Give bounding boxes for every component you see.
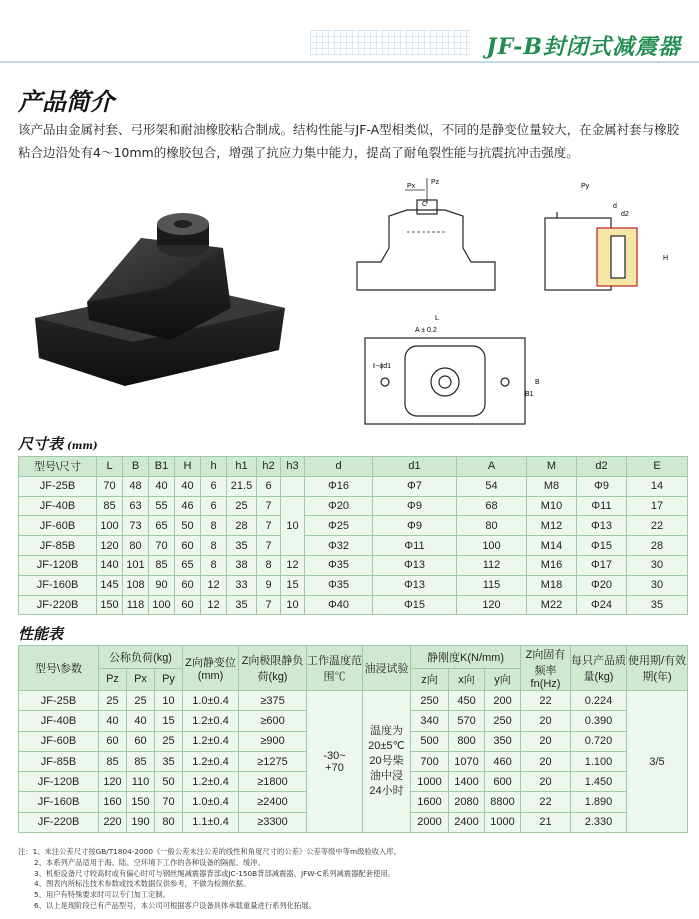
cell-e: 35 (627, 595, 688, 615)
table-row (19, 595, 688, 615)
cell-h1: 25 (227, 496, 257, 516)
header-load: 公称负荷(kg) (99, 646, 183, 669)
cell-ky: 600 (485, 772, 521, 792)
cell-kz: 700 (411, 751, 449, 771)
cell-mass: 0.720 (571, 731, 627, 751)
cell-freq: 20 (521, 751, 571, 771)
cell-d: Φ40 (305, 595, 373, 615)
table-row (19, 691, 688, 711)
cell-d2: Φ13 (577, 516, 627, 536)
cell-zlimit: ≥1275 (239, 751, 307, 771)
cell-kx: 1400 (449, 772, 485, 792)
col-header: M (527, 457, 577, 477)
col-header: 型号\尺寸 (19, 457, 97, 477)
d2-label: d2 (621, 211, 629, 218)
dimensions-heading-text: 尺寸表 (18, 435, 64, 453)
boss-hole (174, 220, 192, 228)
header-life: 使用期/有效期(年) (627, 646, 688, 691)
b1-label: B1 (525, 391, 534, 398)
cell-mass: 2.330 (571, 812, 627, 832)
b-label: B (535, 379, 540, 386)
cell-zlimit: ≥375 (239, 691, 307, 711)
cell-h2: 7 (257, 516, 281, 536)
cell-kx: 2400 (449, 812, 485, 832)
cell-kz: 250 (411, 691, 449, 711)
table-row (19, 555, 688, 575)
cell-l: 150 (97, 595, 123, 615)
cell-pz: 120 (99, 772, 127, 792)
cell-b: 48 (123, 476, 149, 496)
table-row (19, 516, 688, 536)
cell-zdef: 1.2±0.4 (183, 772, 239, 792)
cell-h2: 9 (257, 575, 281, 595)
cell-d: Φ16 (305, 476, 373, 496)
table-row (19, 496, 688, 516)
cell-zlimit: ≥2400 (239, 792, 307, 812)
cell-freq: 22 (521, 691, 571, 711)
col-header: B (123, 457, 149, 477)
footnote: 4、图表内所标注技术参数或技术数据仅供参考，不做为检测依据。 (34, 879, 251, 889)
cell-b1: 65 (149, 516, 175, 536)
cell-mass: 0.390 (571, 711, 627, 731)
cell-d1: Φ15 (373, 595, 457, 615)
cell-h-upper: 60 (175, 575, 201, 595)
cell-b: 118 (123, 595, 149, 615)
header-divider (0, 61, 699, 63)
cell-m: M14 (527, 536, 577, 556)
cell-h: 8 (201, 536, 227, 556)
oil-line: 油中浸 (370, 770, 404, 783)
cell-ky: 350 (485, 731, 521, 751)
cell-b1: 85 (149, 555, 175, 575)
cell-m: M12 (527, 516, 577, 536)
cell-h-upper: 60 (175, 595, 201, 615)
header-py: Py (155, 668, 183, 691)
cell-d: Φ32 (305, 536, 373, 556)
cell-a: 100 (457, 536, 527, 556)
cell-h: 8 (201, 516, 227, 536)
footnotes (18, 847, 688, 912)
cell-h1: 28 (227, 516, 257, 536)
cell-model: JF-60B (19, 731, 99, 751)
col-header: h2 (257, 457, 281, 477)
cell-freq: 20 (521, 772, 571, 792)
cell-d2: Φ9 (577, 476, 627, 496)
cell-kx: 570 (449, 711, 485, 731)
header-ky: y向 (485, 668, 521, 691)
cell-h: 8 (201, 555, 227, 575)
cell-oil-test (363, 691, 411, 833)
col-header: h1 (227, 457, 257, 477)
col-header: d2 (577, 457, 627, 477)
col-header: h (201, 457, 227, 477)
cell-mass: 1.100 (571, 751, 627, 771)
cell-kz: 500 (411, 731, 449, 751)
cell-kz: 1000 (411, 772, 449, 792)
cell-zdef: 1.2±0.4 (183, 751, 239, 771)
cell-mass: 0.224 (571, 691, 627, 711)
top-view (365, 338, 525, 424)
cell-pz: 85 (99, 751, 127, 771)
cell-h3: 10 (281, 595, 305, 615)
technical-drawings (345, 170, 685, 440)
c-label: C (422, 201, 428, 208)
cell-zlimit: ≥3300 (239, 812, 307, 832)
cell-d1: Φ9 (373, 516, 457, 536)
cell-h2: 7 (257, 595, 281, 615)
cell-kx: 450 (449, 691, 485, 711)
header-temp: 工作温度范围℃ (307, 646, 363, 691)
col-header: H (175, 457, 201, 477)
cell-py: 80 (155, 812, 183, 832)
cell-model: JF-160B (19, 575, 97, 595)
table-row (19, 575, 688, 595)
cell-h1: 38 (227, 555, 257, 575)
cell-b1: 100 (149, 595, 175, 615)
cell-zdef: 1.1±0.4 (183, 812, 239, 832)
col-header: B1 (149, 457, 175, 477)
cell-d2: Φ20 (577, 575, 627, 595)
cell-py: 35 (155, 751, 183, 771)
cell-h3-merged: 10 (281, 496, 305, 555)
cell-model: JF-160B (19, 792, 99, 812)
cell-m: M10 (527, 496, 577, 516)
oil-line: 温度为 (370, 725, 404, 738)
cell-h-upper: 60 (175, 536, 201, 556)
cell-d1: Φ13 (373, 555, 457, 575)
cell-pz: 220 (99, 812, 127, 832)
cell-d: Φ25 (305, 516, 373, 536)
cell-h1: 35 (227, 536, 257, 556)
cell-h2: 7 (257, 496, 281, 516)
cell-zdef: 1.2±0.4 (183, 711, 239, 731)
cell-b: 108 (123, 575, 149, 595)
cell-b1: 90 (149, 575, 175, 595)
cell-py: 50 (155, 772, 183, 792)
header-model: 型号\参数 (19, 646, 99, 691)
cell-h-upper: 46 (175, 496, 201, 516)
cell-ky: 8800 (485, 792, 521, 812)
cell-py: 10 (155, 691, 183, 711)
cell-freq: 20 (521, 731, 571, 751)
cell-model: JF-120B (19, 772, 99, 792)
dimensions-table (18, 456, 688, 615)
cell-px: 190 (127, 812, 155, 832)
cell-b1: 55 (149, 496, 175, 516)
cell-h2: 6 (257, 476, 281, 496)
cell-model: JF-85B (19, 751, 99, 771)
cell-m: M16 (527, 555, 577, 575)
cell-d1: Φ13 (373, 575, 457, 595)
cell-l: 120 (97, 536, 123, 556)
cell-py: 25 (155, 731, 183, 751)
cell-zlimit: ≥900 (239, 731, 307, 751)
decorative-grid (310, 30, 470, 56)
cell-model: JF-25B (19, 691, 99, 711)
cell-h-upper: 40 (175, 476, 201, 496)
cell-a: 115 (457, 575, 527, 595)
header-kz: z向 (411, 668, 449, 691)
header-mass: 每只产品质量(kg) (571, 646, 627, 691)
cell-h2: 8 (257, 555, 281, 575)
temp-line2: +70 (325, 761, 344, 774)
cell-mass: 1.450 (571, 772, 627, 792)
product-photo (17, 190, 309, 405)
cell-pz: 60 (99, 731, 127, 751)
cell-kx: 1070 (449, 751, 485, 771)
cell-life: 3/5 (627, 691, 688, 833)
a-label: A ± 0.2 (415, 327, 437, 334)
temp-line1: -30~ (323, 749, 346, 762)
cell-ky: 250 (485, 711, 521, 731)
cell-a: 68 (457, 496, 527, 516)
cell-kz: 1600 (411, 792, 449, 812)
cell-kx: 2080 (449, 792, 485, 812)
cell-ky: 200 (485, 691, 521, 711)
cell-pz: 160 (99, 792, 127, 812)
header-band (0, 0, 699, 62)
cell-temp-range (307, 691, 363, 833)
cell-l: 140 (97, 555, 123, 575)
footnote: 6、以上是现阶段已有产品型号，本公司可根据客户设备具体承载重量进行系列化拓展。 (34, 900, 316, 910)
cell-freq: 20 (521, 711, 571, 731)
cell-l: 85 (97, 496, 123, 516)
cell-px: 150 (127, 792, 155, 812)
cell-h1: 35 (227, 595, 257, 615)
header-kx: x向 (449, 668, 485, 691)
col-header: h3 (281, 457, 305, 477)
table-row (19, 536, 688, 556)
cell-model: JF-60B (19, 516, 97, 536)
cell-pz: 40 (99, 711, 127, 731)
cell-m: M18 (527, 575, 577, 595)
d-label: d (613, 203, 617, 210)
l-label: L (435, 315, 439, 322)
cell-h-upper: 50 (175, 516, 201, 536)
cell-h3: 15 (281, 575, 305, 595)
oil-line: 20号柴 (369, 755, 404, 768)
cell-b: 101 (123, 555, 149, 575)
cell-px: 85 (127, 751, 155, 771)
side-view (545, 212, 637, 290)
cell-h: 12 (201, 575, 227, 595)
col-header: d (305, 457, 373, 477)
cell-h2: 7 (257, 536, 281, 556)
cell-zdef: 1.0±0.4 (183, 792, 239, 812)
dimensions-unit: (mm) (67, 441, 98, 452)
cell-pz: 25 (99, 691, 127, 711)
col-header: A (457, 457, 527, 477)
front-view (357, 200, 495, 290)
cell-e: 14 (627, 476, 688, 496)
cell-d1: Φ9 (373, 496, 457, 516)
dimensions-heading (18, 433, 98, 454)
header-frequency: Z向固有频率fn(Hz) (521, 646, 571, 691)
cell-b: 80 (123, 536, 149, 556)
dimensions-header-row (19, 457, 688, 477)
footnote: 2、本系列产品适用于海、陆、空环境下工作的各种设备的隔振、缓冲。 (34, 857, 265, 867)
cell-px: 40 (127, 711, 155, 731)
cell-d: Φ35 (305, 555, 373, 575)
cell-model: JF-40B (19, 711, 99, 731)
intro-paragraph: 该产品由金属衬套、弓形架和耐油橡胶粘合制成。结构性能与JF-A型相类似，不同的是静变位量较大，在金属衬套与橡胶粘合边沿处有4～10mm的橡胶包合，增强了抗应力集中能力，提高了耐龟裂性能与抗震抗冲击强度。 (18, 122, 680, 160)
cell-d2: Φ17 (577, 555, 627, 575)
cell-a: 80 (457, 516, 527, 536)
cell-zlimit: ≥1800 (239, 772, 307, 792)
cell-zlimit: ≥600 (239, 711, 307, 731)
cell-zdef: 1.0±0.4 (183, 691, 239, 711)
header-stiffness: 静刚度K(N/mm) (411, 646, 521, 669)
cell-e: 30 (627, 575, 688, 595)
table-row (19, 476, 688, 496)
cell-d2: Φ11 (577, 496, 627, 516)
cell-freq: 21 (521, 812, 571, 832)
intro-heading: 产品简介 (18, 87, 114, 116)
cell-b1: 70 (149, 536, 175, 556)
cell-kz: 340 (411, 711, 449, 731)
cell-d: Φ20 (305, 496, 373, 516)
cell-b: 63 (123, 496, 149, 516)
cell-e: 30 (627, 555, 688, 575)
cell-h-upper: 65 (175, 555, 201, 575)
col-header: d1 (373, 457, 457, 477)
page-title: JF-B封闭式减震器 (486, 34, 681, 60)
cell-l: 100 (97, 516, 123, 536)
cell-m: M22 (527, 595, 577, 615)
cell-b: 73 (123, 516, 149, 536)
cell-py: 15 (155, 711, 183, 731)
cell-e: 28 (627, 536, 688, 556)
cell-h1: 33 (227, 575, 257, 595)
performance-table (18, 645, 688, 833)
footnote: 5、用户有特殊要求时可以专门加工定制。 (34, 890, 170, 900)
cell-b1: 40 (149, 476, 175, 496)
cell-d2: Φ15 (577, 536, 627, 556)
d1-label: ℓ~ϕd1 (373, 363, 392, 370)
pz-label: Pz (431, 179, 440, 186)
cell-model: JF-120B (19, 555, 97, 575)
cell-d2: Φ24 (577, 595, 627, 615)
col-header: E (627, 457, 688, 477)
cell-e: 17 (627, 496, 688, 516)
header-zlimit: Z向极限静负荷(kg) (239, 646, 307, 691)
cell-ky: 1000 (485, 812, 521, 832)
cell-d1: Φ7 (373, 476, 457, 496)
cell-px: 25 (127, 691, 155, 711)
cell-d: Φ35 (305, 575, 373, 595)
cell-a: 112 (457, 555, 527, 575)
header-px: Px (127, 668, 155, 691)
header-zdef: Z向静变位(mm) (183, 646, 239, 691)
cell-zdef: 1.2±0.4 (183, 731, 239, 751)
cell-l: 70 (97, 476, 123, 496)
footnote: 3、机柜设备尺寸较高时或有偏心时可与钢丝绳减震器背部或JC-150B背部减震器、JFW-C系列减震器配套使用。 (34, 868, 395, 878)
cell-a: 120 (457, 595, 527, 615)
cell-h: 12 (201, 595, 227, 615)
performance-heading: 性能表 (18, 625, 64, 643)
cell-ky: 460 (485, 751, 521, 771)
cell-m: M8 (527, 476, 577, 496)
cell-l: 145 (97, 575, 123, 595)
col-header: L (97, 457, 123, 477)
py-label: Py (581, 183, 590, 190)
cell-h: 6 (201, 476, 227, 496)
cell-model: JF-220B (19, 812, 99, 832)
cell-model: JF-220B (19, 595, 97, 615)
cell-h: 6 (201, 496, 227, 516)
cell-h1: 21.5 (227, 476, 257, 496)
oil-line: 24小时 (369, 785, 404, 798)
cell-model: JF-40B (19, 496, 97, 516)
cell-h3 (281, 476, 305, 496)
header-oil: 油浸试验 (363, 646, 411, 691)
cell-d1: Φ11 (373, 536, 457, 556)
cell-a: 54 (457, 476, 527, 496)
cell-mass: 1.890 (571, 792, 627, 812)
header-pz: Pz (99, 668, 127, 691)
cell-py: 70 (155, 792, 183, 812)
cell-h3: 12 (281, 555, 305, 575)
cell-model: JF-25B (19, 476, 97, 496)
cell-px: 110 (127, 772, 155, 792)
px-label: Px (407, 183, 416, 190)
oil-line: 20±5℃ (368, 740, 405, 753)
h-label-side: H (663, 255, 669, 262)
footnote: 注：1、未注公差尺寸按GB/T1804-2000《一般公差未注公差的线性和角度尺寸的公差》公差等级中等m级验收入库。 (18, 847, 401, 856)
cell-model: JF-85B (19, 536, 97, 556)
cell-kx: 800 (449, 731, 485, 751)
cell-e: 22 (627, 516, 688, 536)
performance-header-row (19, 646, 688, 669)
cell-kz: 2000 (411, 812, 449, 832)
cell-freq: 22 (521, 792, 571, 812)
cell-px: 60 (127, 731, 155, 751)
